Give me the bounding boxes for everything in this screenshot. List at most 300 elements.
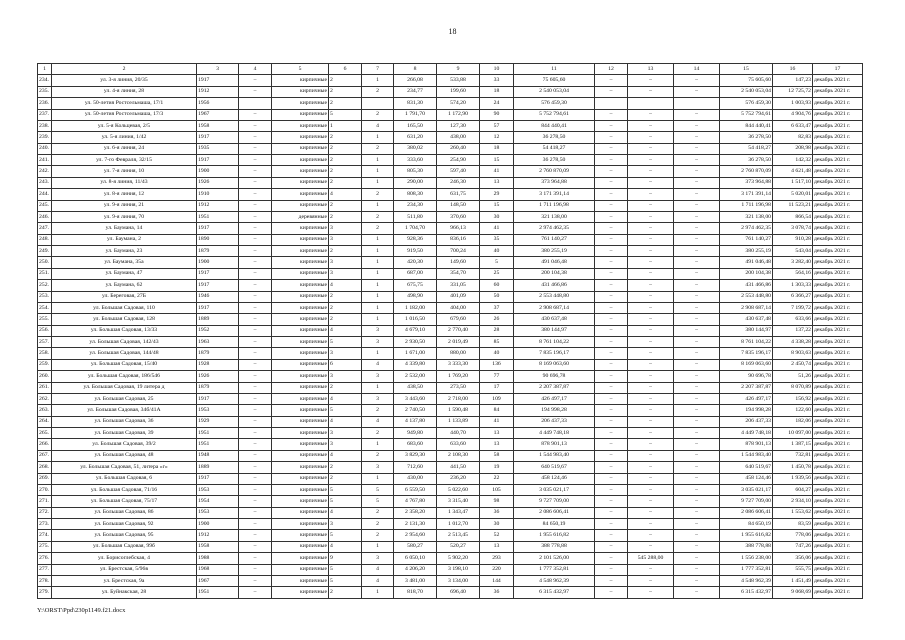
table-cell: 696,40: [437, 587, 480, 598]
column-header: 8: [394, 64, 437, 75]
table-cell: –: [674, 439, 720, 450]
column-header: 3: [197, 64, 239, 75]
table-cell: –: [628, 302, 674, 313]
table-cell: декабрь 2021 г.: [813, 268, 863, 279]
table-cell: –: [239, 86, 272, 97]
table-cell: 2 131,30: [394, 519, 437, 530]
table-cell: 1956: [197, 98, 239, 109]
table-cell: 4: [329, 541, 362, 552]
table-cell: –: [595, 416, 628, 427]
table-cell: 75 605,60: [514, 75, 595, 86]
table-cell: 273,50: [437, 382, 480, 393]
table-cell: 248.: [38, 234, 52, 245]
column-header: 9: [437, 64, 480, 75]
table-cell: 13: [480, 428, 514, 439]
table-cell: 1958: [197, 541, 239, 552]
table-cell: 249.: [38, 246, 52, 257]
table-cell: 373 964,88: [720, 177, 773, 188]
table-cell: –: [239, 530, 272, 541]
table-row: [38, 575, 863, 586]
table-cell: –: [595, 86, 628, 97]
table-row: [38, 132, 863, 143]
table-cell: –: [595, 371, 628, 382]
table-cell: 1 517,10: [773, 177, 813, 188]
table-cell: 331,05: [437, 280, 480, 291]
table-cell: –: [628, 200, 674, 211]
table-cell: 1 769,20: [437, 371, 480, 382]
table-cell: 1 450,78: [773, 462, 813, 473]
table-row: [38, 541, 863, 552]
table-cell: кирпичные: [272, 530, 329, 541]
table-cell: 2 019,49: [437, 337, 480, 348]
table-cell: 245.: [38, 200, 52, 211]
table-cell: кирпичные: [272, 382, 329, 393]
table-cell: 90 696,78: [720, 371, 773, 382]
table-cell: 430,00: [394, 473, 437, 484]
page-number: 18: [448, 27, 457, 36]
table-cell: 4 548 962,39: [720, 575, 773, 586]
table-cell: 98: [480, 496, 514, 507]
table-cell: 1 711 196,98: [720, 200, 773, 211]
table-cell: –: [674, 416, 720, 427]
table-cell: –: [674, 541, 720, 552]
table-cell: 1 777 352,81: [720, 564, 773, 575]
table-cell: 109: [480, 393, 514, 404]
table-cell: кирпичные: [272, 541, 329, 552]
table-cell: –: [239, 428, 272, 439]
table-cell: ул. Баумана, 47: [52, 268, 197, 279]
table-cell: 267.: [38, 450, 52, 461]
table-cell: декабрь 2021 г.: [813, 280, 863, 291]
table-cell: 3 171 391,14: [720, 189, 773, 200]
table-cell: 9 727 709,00: [514, 496, 595, 507]
table-cell: 564,16: [773, 268, 813, 279]
table-cell: 520,27: [437, 541, 480, 552]
table-cell: декабрь 2021 г.: [813, 575, 863, 586]
table-cell: 84: [480, 405, 514, 416]
table-cell: 440,70: [437, 428, 480, 439]
table-cell: 633,66: [773, 314, 813, 325]
table-cell: 1 451,49: [773, 575, 813, 586]
table-cell: –: [595, 189, 628, 200]
table-cell: –: [239, 473, 272, 484]
table-cell: 4: [329, 416, 362, 427]
table-cell: 247.: [38, 223, 52, 234]
table-cell: кирпичные: [272, 268, 329, 279]
table-cell: 1988: [197, 553, 239, 564]
table-cell: 597,40: [437, 166, 480, 177]
table-cell: –: [674, 143, 720, 154]
table-cell: деревянные: [272, 211, 329, 222]
table-cell: 354,70: [437, 268, 480, 279]
table-cell: –: [239, 302, 272, 313]
table-cell: 200 104,38: [514, 268, 595, 279]
table-cell: –: [239, 211, 272, 222]
table-cell: 2: [362, 428, 394, 439]
table-cell: декабрь 2021 г.: [813, 359, 863, 370]
table-cell: –: [628, 348, 674, 359]
table-cell: 17: [480, 382, 514, 393]
table-cell: 1900: [197, 166, 239, 177]
table-cell: 458 124,46: [514, 473, 595, 484]
table-cell: 441,50: [437, 462, 480, 473]
table-cell: 511,80: [394, 211, 437, 222]
table-cell: –: [674, 120, 720, 131]
table-cell: 5 752 794,61: [514, 109, 595, 120]
table-cell: –: [595, 314, 628, 325]
table-cell: 1917: [197, 155, 239, 166]
table-cell: кирпичные: [272, 86, 329, 97]
table-cell: декабрь 2021 г.: [813, 98, 863, 109]
table-cell: 90 696,78: [514, 371, 595, 382]
table-cell: –: [239, 553, 272, 564]
table-cell: –: [674, 393, 720, 404]
table-cell: 8 903,63: [773, 348, 813, 359]
table-cell: 83,59: [773, 519, 813, 530]
table-cell: 11 523,21: [773, 200, 813, 211]
table-row: [38, 405, 863, 416]
table-cell: 4: [362, 120, 394, 131]
table-cell: ул. Большая Садовая, 36: [52, 416, 197, 427]
table-cell: 2 760 870,09: [514, 166, 595, 177]
table-cell: –: [674, 280, 720, 291]
table-cell: 818,70: [394, 587, 437, 598]
table-cell: 182,06: [773, 416, 813, 427]
table-cell: 122,60: [773, 405, 813, 416]
table-cell: ул. Брестская, 9а: [52, 575, 197, 586]
table-cell: 1900: [197, 257, 239, 268]
table-cell: кирпичные: [272, 428, 329, 439]
table-cell: 1: [362, 541, 394, 552]
table-cell: 498,90: [394, 291, 437, 302]
table-row: [38, 519, 863, 530]
table-cell: 10 097,00: [773, 428, 813, 439]
table-cell: 5: [329, 484, 362, 495]
table-cell: 36 278,50: [514, 155, 595, 166]
table-cell: –: [674, 166, 720, 177]
table-cell: кирпичные: [272, 439, 329, 450]
table-cell: 1967: [197, 575, 239, 586]
table-row: [38, 257, 863, 268]
table-cell: 1: [362, 291, 394, 302]
table-cell: –: [239, 337, 272, 348]
table-cell: –: [595, 132, 628, 143]
table-cell: 165,50: [394, 120, 437, 131]
table-cell: –: [674, 473, 720, 484]
table-cell: –: [239, 507, 272, 518]
table-cell: 220: [480, 564, 514, 575]
table-cell: 431 466,86: [720, 280, 773, 291]
table-cell: ул. Баумана, 62: [52, 280, 197, 291]
table-cell: ул. Большая Садовая, 186/546: [52, 371, 197, 382]
table-cell: 4: [362, 575, 394, 586]
table-row: [38, 462, 863, 473]
table-cell: 4 338,28: [773, 337, 813, 348]
table-cell: 208,98: [773, 143, 813, 154]
table-row: [38, 507, 863, 518]
table-cell: 251.: [38, 268, 52, 279]
table-cell: 1: [362, 382, 394, 393]
table-cell: кирпичные: [272, 507, 329, 518]
table-cell: –: [628, 86, 674, 97]
column-header: 1: [38, 64, 52, 75]
table-cell: 2: [329, 382, 362, 393]
table-cell: 148,50: [437, 200, 480, 211]
table-cell: ул. 3-я линия, 20/35: [52, 75, 197, 86]
table-cell: –: [674, 496, 720, 507]
table-cell: 2: [329, 462, 362, 473]
table-cell: 380 255,19: [514, 246, 595, 257]
table-cell: –: [674, 234, 720, 245]
table-cell: кирпичные: [272, 246, 329, 257]
table-cell: 25: [480, 268, 514, 279]
table-cell: 3: [362, 337, 394, 348]
table-cell: 1 172,90: [437, 109, 480, 120]
table-cell: кирпичные: [272, 75, 329, 86]
table-row: [38, 155, 863, 166]
table-cell: 6 559,50: [394, 484, 437, 495]
table-cell: 1912: [197, 86, 239, 97]
table-cell: 33: [480, 75, 514, 86]
table-cell: 1968: [197, 564, 239, 575]
table-cell: –: [628, 405, 674, 416]
table-cell: кирпичные: [272, 109, 329, 120]
table-cell: 3: [329, 223, 362, 234]
table-cell: –: [628, 314, 674, 325]
table-cell: 84 650,19: [514, 519, 595, 530]
table-cell: 1 955 616,82: [514, 530, 595, 541]
table-cell: –: [595, 155, 628, 166]
table-cell: –: [628, 450, 674, 461]
table-cell: 4 679,10: [394, 325, 437, 336]
table-cell: –: [595, 507, 628, 518]
table-cell: 380,02: [394, 143, 437, 154]
column-header: 6: [329, 64, 362, 75]
table-cell: –: [674, 519, 720, 530]
table-cell: 8 761 104,22: [514, 337, 595, 348]
table-cell: 631,20: [394, 132, 437, 143]
table-cell: ул. Большая Садовая, 6: [52, 473, 197, 484]
table-cell: 2: [329, 291, 362, 302]
table-cell: 373 964,88: [514, 177, 595, 188]
table-cell: –: [628, 268, 674, 279]
table-cell: 2: [362, 86, 394, 97]
table-cell: 321 138,00: [720, 211, 773, 222]
table-cell: 747,26: [773, 541, 813, 552]
table-cell: 235.: [38, 86, 52, 97]
table-cell: ул. 8-я линия, 11/43: [52, 177, 197, 188]
column-header: 12: [595, 64, 628, 75]
table-cell: 36: [480, 587, 514, 598]
table-cell: –: [595, 428, 628, 439]
table-cell: 254,90: [437, 155, 480, 166]
table-cell: 761 140,27: [514, 234, 595, 245]
table-cell: 576 459,30: [720, 98, 773, 109]
table-cell: –: [595, 587, 628, 598]
table-cell: –: [628, 166, 674, 177]
table-cell: декабрь 2021 г.: [813, 462, 863, 473]
table-cell: 1: [329, 120, 362, 131]
table-cell: –: [628, 337, 674, 348]
table-cell: 5: [329, 496, 362, 507]
table-cell: 54 418,27: [514, 143, 595, 154]
table-cell: 3 315,40: [437, 496, 480, 507]
table-cell: декабрь 2021 г.: [813, 371, 863, 382]
table-cell: 2 553 448,80: [514, 291, 595, 302]
table-cell: 75 605,60: [720, 75, 773, 86]
table-cell: 2 553 448,80: [720, 291, 773, 302]
table-cell: 3 829,30: [394, 450, 437, 461]
table-cell: 2: [329, 155, 362, 166]
table-cell: –: [595, 234, 628, 245]
table-cell: 3: [362, 553, 394, 564]
table-cell: 3: [329, 371, 362, 382]
table-cell: 633,60: [437, 439, 480, 450]
table-cell: 1: [362, 348, 394, 359]
table-cell: –: [595, 519, 628, 530]
table-cell: ул. Большая Садовая, 15/40: [52, 359, 197, 370]
table-cell: кирпичные: [272, 132, 329, 143]
table-cell: –: [595, 496, 628, 507]
table-cell: 144: [480, 575, 514, 586]
table-cell: 3: [329, 439, 362, 450]
table-cell: –: [239, 314, 272, 325]
table-cell: –: [239, 109, 272, 120]
table-cell: –: [239, 325, 272, 336]
table-cell: кирпичные: [272, 223, 329, 234]
table-row: [38, 450, 863, 461]
table-cell: 263.: [38, 405, 52, 416]
table-cell: декабрь 2021 г.: [813, 109, 863, 120]
table-cell: 77: [480, 371, 514, 382]
table-cell: кирпичные: [272, 314, 329, 325]
table-cell: –: [239, 484, 272, 495]
table-cell: –: [628, 246, 674, 257]
table-cell: 732,81: [773, 450, 813, 461]
table-cell: декабрь 2021 г.: [813, 416, 863, 427]
column-header: 16: [773, 64, 813, 75]
table-cell: –: [674, 155, 720, 166]
table-cell: 545 288,00: [628, 553, 674, 564]
table-cell: 236,20: [437, 473, 480, 484]
table-cell: 246.: [38, 211, 52, 222]
table-cell: кирпичные: [272, 393, 329, 404]
table-cell: 290,00: [394, 177, 437, 188]
table-cell: декабрь 2021 г.: [813, 337, 863, 348]
table-cell: –: [595, 257, 628, 268]
table-cell: декабрь 2021 г.: [813, 314, 863, 325]
table-cell: декабрь 2021 г.: [813, 484, 863, 495]
table-cell: 1910: [197, 189, 239, 200]
table-cell: 640 519,67: [720, 462, 773, 473]
table-row: [38, 564, 863, 575]
table-cell: –: [239, 575, 272, 586]
table-cell: –: [628, 177, 674, 188]
table-cell: 3: [329, 519, 362, 530]
table-cell: –: [674, 575, 720, 586]
table-cell: 234,30: [394, 200, 437, 211]
table-cell: 241.: [38, 155, 52, 166]
table-cell: 2: [329, 177, 362, 188]
table-cell: 194 998,28: [720, 405, 773, 416]
table-cell: 2 934,10: [773, 496, 813, 507]
table-cell: –: [628, 223, 674, 234]
table-cell: 3 134,00: [437, 575, 480, 586]
table-cell: 3 333,30: [437, 359, 480, 370]
table-cell: 1: [362, 268, 394, 279]
table-cell: 1 590,48: [437, 405, 480, 416]
table-cell: –: [595, 484, 628, 495]
table-cell: декабрь 2021 г.: [813, 120, 863, 131]
table-cell: 2: [362, 507, 394, 518]
table-row: [38, 143, 863, 154]
table-cell: 1: [362, 314, 394, 325]
table-cell: 1 544 983,40: [514, 450, 595, 461]
table-cell: –: [628, 75, 674, 86]
table-cell: –: [628, 496, 674, 507]
table-cell: ул. Баумана, 14: [52, 223, 197, 234]
table-cell: –: [239, 496, 272, 507]
table-cell: 1 003,93: [773, 98, 813, 109]
table-header-row: [38, 64, 863, 75]
table-cell: –: [239, 280, 272, 291]
table-cell: 2 718,00: [437, 393, 480, 404]
table-cell: –: [674, 450, 720, 461]
table-cell: 3 078,74: [773, 223, 813, 234]
table-cell: 1953: [197, 484, 239, 495]
table-cell: ул. Большая Садовая, 34б/41А: [52, 405, 197, 416]
table-cell: 257.: [38, 337, 52, 348]
table-cell: декабрь 2021 г.: [813, 496, 863, 507]
table-cell: 1889: [197, 462, 239, 473]
table-cell: 878 901,13: [514, 439, 595, 450]
table-cell: –: [239, 234, 272, 245]
table-cell: 1 556 238,00: [720, 553, 773, 564]
table-cell: 949,80: [394, 428, 437, 439]
table-cell: 1917: [197, 393, 239, 404]
table-cell: –: [628, 211, 674, 222]
table-cell: декабрь 2021 г.: [813, 553, 863, 564]
table-cell: ул. Большая Садовая, 99б: [52, 541, 197, 552]
table-row: [38, 359, 863, 370]
table-cell: –: [595, 359, 628, 370]
table-cell: –: [674, 109, 720, 120]
table-cell: 2 974 462,35: [514, 223, 595, 234]
table-cell: 4 548 962,39: [514, 575, 595, 586]
table-cell: 277.: [38, 564, 52, 575]
table-cell: 50: [480, 291, 514, 302]
table-cell: 273.: [38, 519, 52, 530]
table-cell: кирпичные: [272, 371, 329, 382]
table-cell: 3 035 021,17: [720, 484, 773, 495]
table-cell: –: [628, 439, 674, 450]
table-cell: –: [628, 393, 674, 404]
table-cell: 1 387,15: [773, 439, 813, 450]
table-cell: кирпичные: [272, 575, 329, 586]
table-row: [38, 234, 863, 245]
table-cell: 237.: [38, 109, 52, 120]
table-cell: кирпичные: [272, 405, 329, 416]
table-cell: 1 711 196,98: [514, 200, 595, 211]
table-cell: –: [595, 530, 628, 541]
table-cell: 1951: [197, 439, 239, 450]
table-cell: 266,08: [394, 75, 437, 86]
table-cell: 4: [329, 393, 362, 404]
table-cell: 1 012,70: [437, 519, 480, 530]
table-cell: –: [628, 519, 674, 530]
table-cell: ул. Буйнакская, 28: [52, 587, 197, 598]
table-row: [38, 325, 863, 336]
